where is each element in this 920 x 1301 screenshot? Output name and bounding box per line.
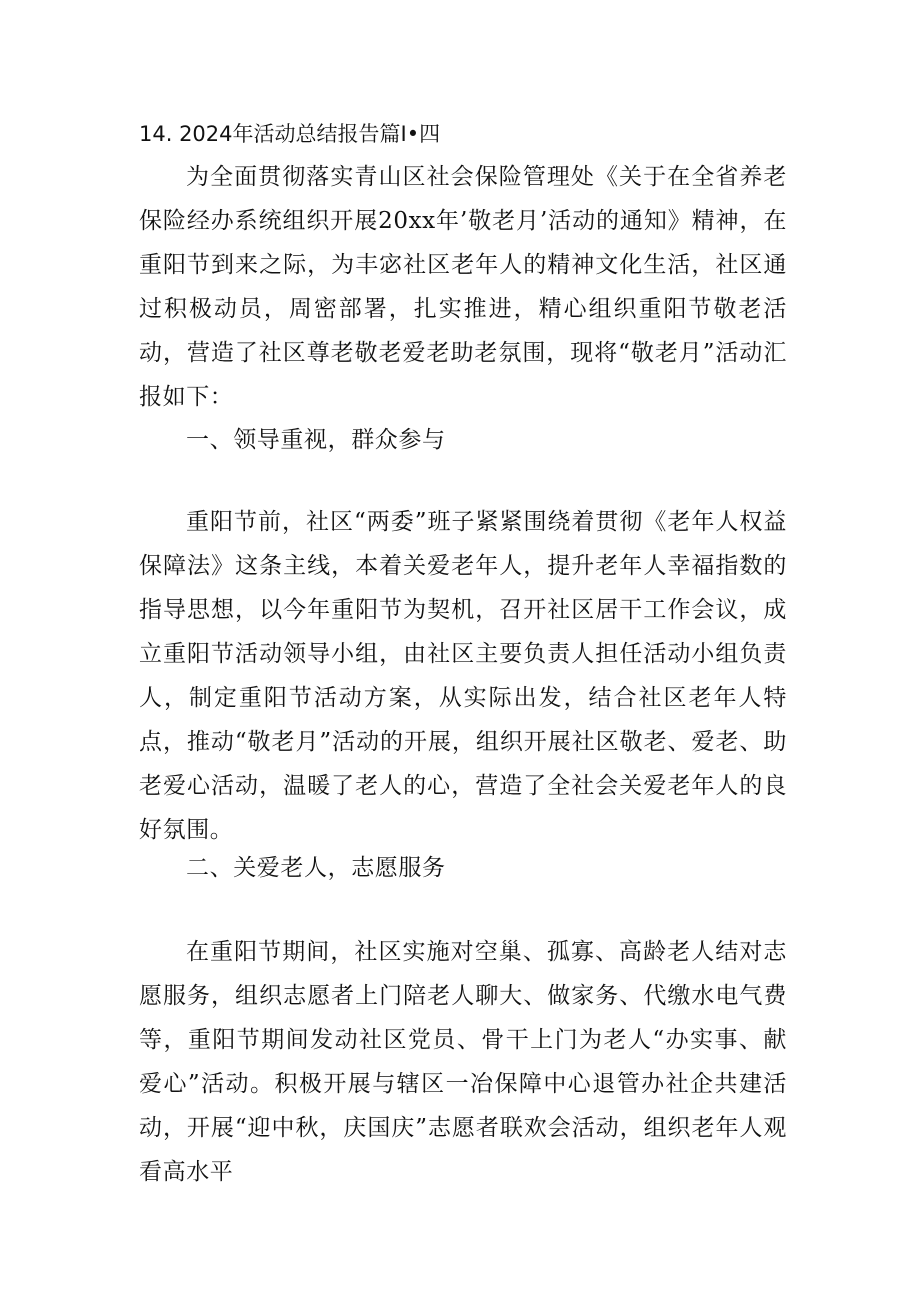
paragraph-section-2: 在重阳节期间，社区实施对空巢、孤寡、高龄老人结对志愿服务，组织志愿者上门陪老人聊大、做家务、代缴水电气费等，重阳节期间发动社区党员、骨干上门为老人“办实事、献爱心”活动。积极开展与辖区一冶保障中心退管办社企共建活动，开展“迎中秋，庆国庆”志愿者联欢会活动，组织老年人观看高水平 [139, 939, 787, 1185]
document-title: 14. 2024年活动总结报告篇Ⅰ•四 [139, 122, 441, 146]
paragraph-intro: 为全面贯彻落实青山区社会保险管理处《关于在全省养老保险经办系统组织开展20xx年’敬老月’活动的通知》精神，在重阳节到来之际，为丰宓社区老年人的精神文化生活，社区通过积极动员，周密部署，扎实推进，精心组织重阳节敬老活动，营造了社区尊老敬老爱老助老氛围，现将“敬老月”活动汇报如下： [139, 164, 787, 410]
section-heading-1: 一、领导重视，群众参与 [186, 427, 446, 453]
paragraph-section-1: 重阳节前，社区“两委”班子紧紧围绕着贯彻《老年人权益保障法》这条主线，本着关爱老年人，提升老年人幸福指数的指导思想，以今年重阳节为契机，召开社区居干工作会议，成立重阳节活动领导小组，由社区主要负责人担任活动小组负责人，制定重阳节活动方案，从实际出发，结合社区老年人特点，推动“敬老月”活动的开展，组织开展社区敬老、爱老、助老爱心活动，温暖了老人的心，营造了全社会关爱老年人的良好氛围。 [139, 509, 787, 843]
section-heading-2: 二、关爱老人，志愿服务 [186, 855, 446, 881]
